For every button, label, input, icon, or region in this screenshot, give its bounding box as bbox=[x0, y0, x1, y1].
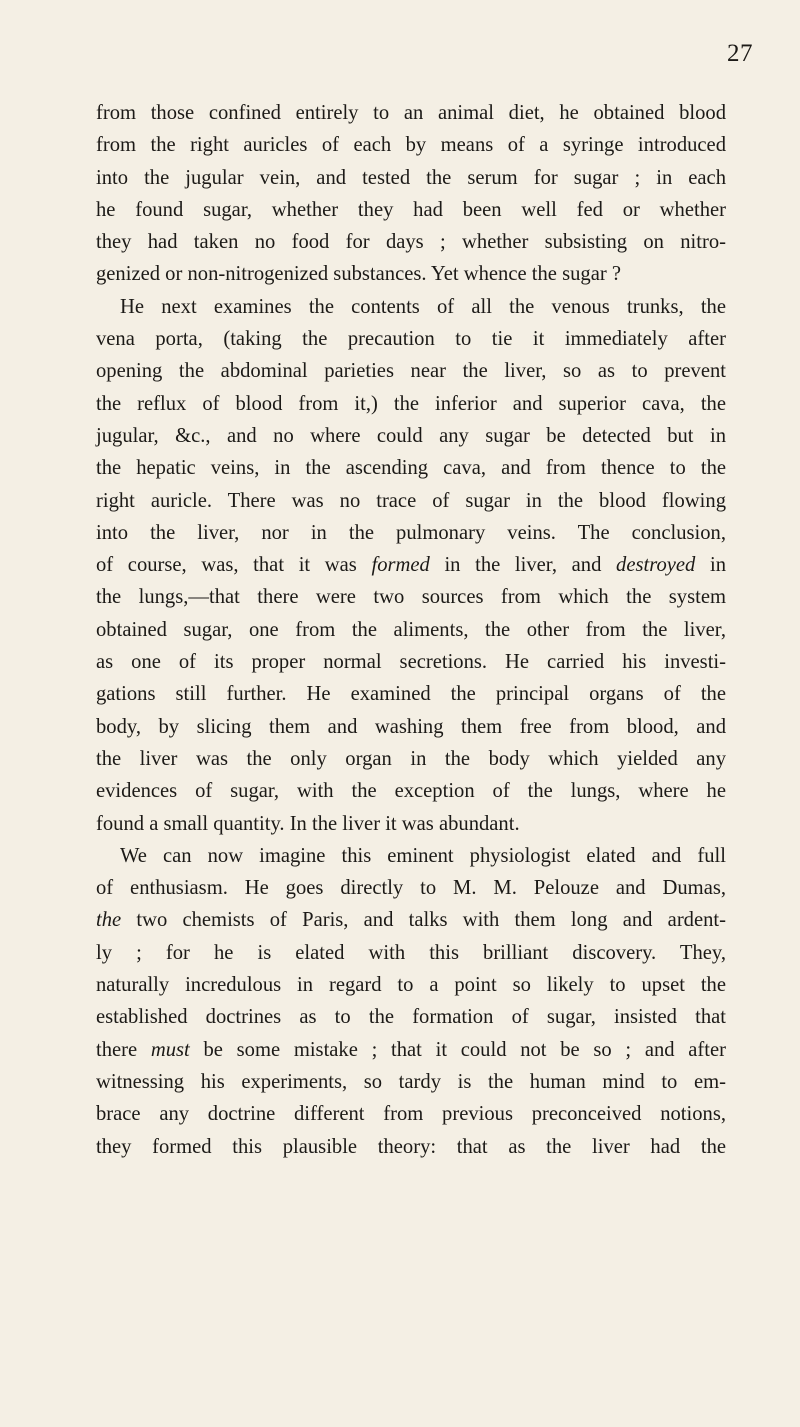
text-segment: opening the abdominal parieties near the liver, so as to prevent bbox=[96, 360, 726, 383]
text-line bbox=[96, 743, 726, 775]
text-line bbox=[96, 258, 726, 290]
text-segment: brace any doctrine different from previous preconceived notions, bbox=[96, 1103, 726, 1126]
text-line bbox=[96, 129, 726, 161]
text-line bbox=[96, 775, 726, 807]
text-line bbox=[96, 808, 726, 840]
text-segment: they formed this plausible theory: that as the liver had the bbox=[96, 1135, 726, 1158]
text-line bbox=[96, 162, 726, 194]
text-line bbox=[96, 1066, 726, 1098]
text-line bbox=[96, 581, 726, 613]
text-segment: witnessing his experiments, so tardy is the human mind to em- bbox=[96, 1070, 726, 1093]
italic-text: destroyed bbox=[616, 554, 696, 577]
text-segment: jugular, &c., and no where could any sugar be detected but in bbox=[96, 424, 726, 447]
body-text bbox=[96, 97, 726, 1163]
text-line bbox=[96, 452, 726, 484]
text-line bbox=[96, 646, 726, 678]
text-segment: vena porta, (taking the precaution to tie it immediately after bbox=[96, 328, 726, 351]
text-line bbox=[96, 323, 726, 355]
italic-text: the bbox=[96, 909, 122, 932]
text-segment: naturally incredulous in regard to a point so likely to upset the bbox=[96, 974, 726, 997]
text-line bbox=[96, 485, 726, 517]
text-line bbox=[96, 1001, 726, 1033]
text-line bbox=[96, 969, 726, 1001]
text-line bbox=[96, 1131, 726, 1163]
text-line bbox=[96, 291, 726, 323]
text-segment: there bbox=[96, 1038, 151, 1061]
text-line bbox=[96, 711, 726, 743]
text-segment: be some mistake ; that it could not be so ; and after bbox=[189, 1038, 726, 1061]
text-line bbox=[96, 614, 726, 646]
text-line bbox=[96, 355, 726, 387]
text-segment: the hepatic veins, in the ascending cava, and from thence to the bbox=[96, 457, 726, 480]
text-segment: in bbox=[695, 554, 727, 577]
text-segment: right auricle. There was no trace of sugar in the blood flowing bbox=[96, 489, 726, 512]
text-line bbox=[96, 194, 726, 226]
text-line bbox=[96, 840, 726, 872]
text-segment: obtained sugar, one from the aliments, the other from the liver, bbox=[96, 618, 726, 641]
text-line bbox=[96, 420, 726, 452]
text-segment: from the right auricles of each by means of a syringe introduced bbox=[96, 134, 726, 157]
text-line bbox=[96, 678, 726, 710]
text-line bbox=[96, 517, 726, 549]
text-segment: the liver was the only organ in the body which yielded any bbox=[96, 747, 726, 770]
text-segment: He next examines the contents of all the venous trunks, the bbox=[120, 295, 726, 318]
text-segment: two chemists of Paris, and talks with them long and ardent- bbox=[121, 909, 726, 932]
text-segment: established doctrines as to the formation of sugar, insisted that bbox=[96, 1006, 726, 1029]
text-line bbox=[96, 226, 726, 258]
text-segment: in the liver, and bbox=[429, 554, 617, 577]
text-segment: ly ; for he is elated with this brilliant discovery. They, bbox=[96, 941, 726, 964]
text-segment: from those confined entirely to an animal diet, he obtained blood bbox=[96, 102, 726, 124]
text-segment: the reflux of blood from it,) the inferior and superior cava, the bbox=[96, 392, 726, 415]
text-segment: he found sugar, whether they had been well fed or whether bbox=[96, 198, 726, 221]
text-line bbox=[96, 872, 726, 904]
italic-text: formed bbox=[371, 554, 430, 577]
text-segment: as one of its proper normal secretions. He carried his investi- bbox=[96, 651, 726, 674]
text-segment: of enthusiasm. He goes directly to M. M. Pelouze and Dumas, bbox=[96, 877, 726, 900]
text-segment: found a small quantity. In the liver it was abundant. bbox=[96, 812, 520, 835]
text-segment: of course, was, that it was bbox=[96, 554, 372, 577]
text-segment: they had taken no food for days ; whether subsisting on nitro- bbox=[96, 231, 726, 254]
text-segment: gations still further. He examined the principal organs of the bbox=[96, 683, 726, 706]
text-line bbox=[96, 1034, 726, 1066]
page-number: 27 bbox=[727, 40, 753, 67]
text-line bbox=[96, 937, 726, 969]
text-line bbox=[96, 1098, 726, 1130]
text-segment: into the liver, nor in the pulmonary veins. The conclusion, bbox=[96, 521, 726, 544]
text-segment: We can now imagine this eminent physiologist elated and full bbox=[120, 844, 726, 867]
italic-text: must bbox=[150, 1038, 190, 1061]
text-segment: body, by slicing them and washing them free from blood, and bbox=[96, 715, 726, 738]
text-segment: evidences of sugar, with the exception of the lungs, where he bbox=[96, 780, 726, 803]
text-line bbox=[96, 904, 726, 936]
text-line bbox=[96, 388, 726, 420]
text-line bbox=[96, 549, 726, 581]
text-line bbox=[96, 97, 726, 129]
text-segment: genized or non-nitrogenized substances. Yet whence the sugar ? bbox=[96, 263, 621, 286]
text-segment: into the jugular vein, and tested the serum for sugar ; in each bbox=[96, 166, 726, 189]
text-segment: the lungs,—that there were two sources from which the system bbox=[96, 586, 726, 609]
